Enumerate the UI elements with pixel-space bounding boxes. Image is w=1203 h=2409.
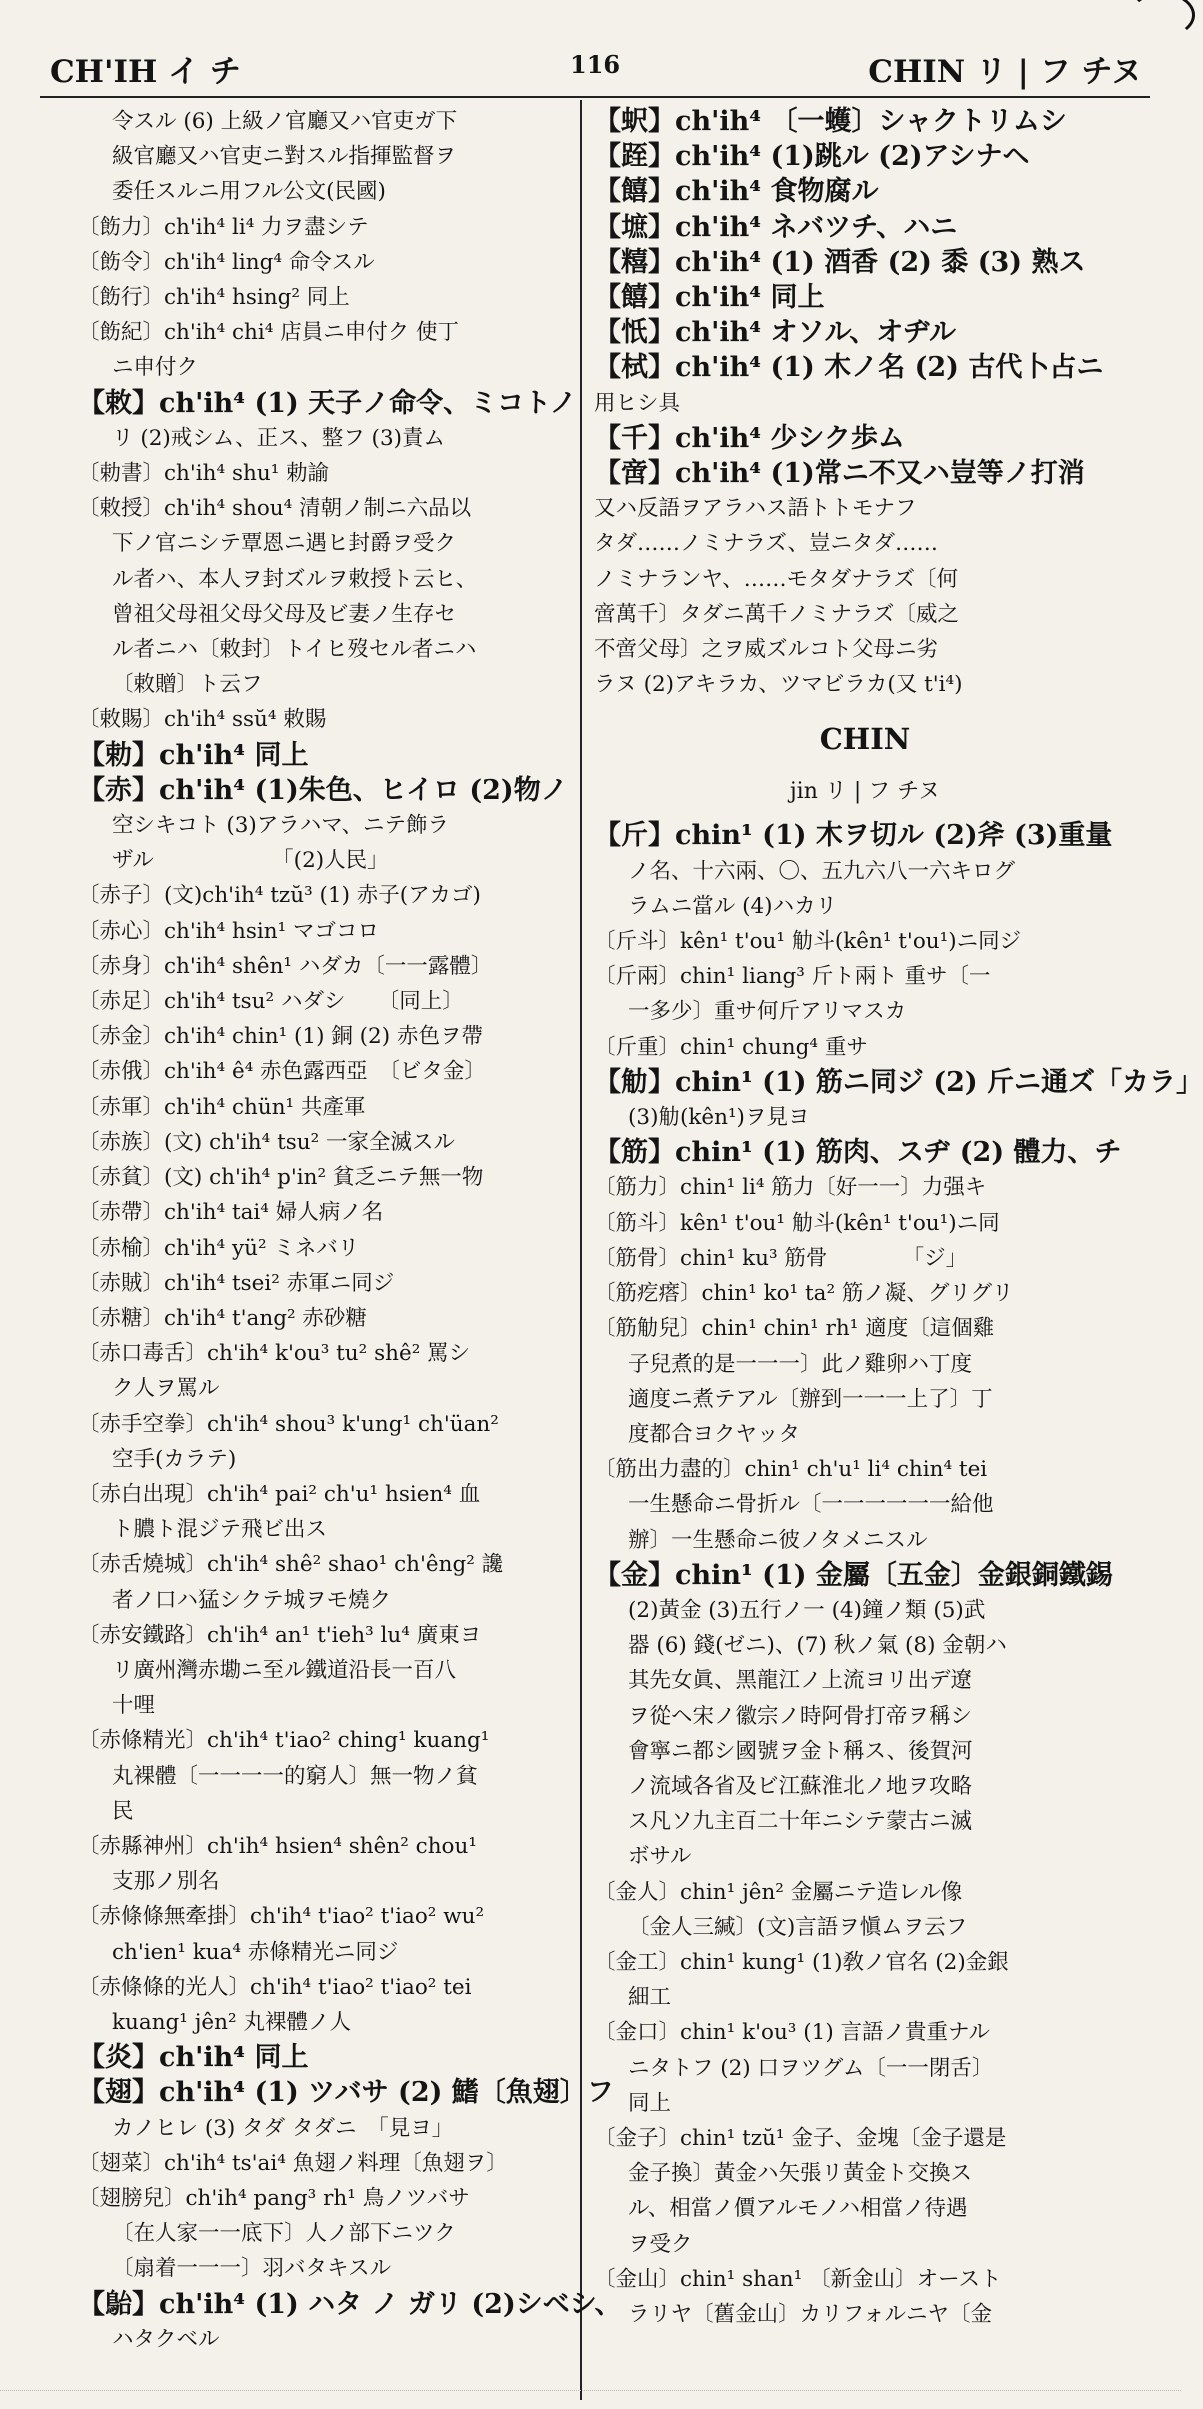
- headword-entry-line: 【墌】ch'ih⁴ ネバツチ、ハニ: [594, 211, 958, 243]
- entry-line: 〔赤條條無牽掛〕ch'ih⁴ t'iao² t'iao² wu²: [78, 1904, 485, 1930]
- entry-line: ル者ハ、本人ヲ封ズルヲ敕授ト云ヒ、: [112, 566, 478, 592]
- headword-entry-line: 【斤】chin¹ (1) 木ヲ切ル (2)斧 (3)重量: [594, 820, 1113, 852]
- entry-line: 〔赤帶〕ch'ih⁴ tai⁴ 婦人病ノ名: [78, 1200, 384, 1226]
- entry-line: 丸裸體〔一一一一的窮人〕無一物ノ貧: [112, 1763, 478, 1789]
- entry-line: 〔赤手空拳〕ch'ih⁴ shou³ k'ung¹ ch'üan²: [78, 1411, 499, 1437]
- entry-line: 一生懸命ニ骨折ル〔一一一一一一給他: [628, 1492, 994, 1518]
- entry-line: ル者ニハ〔敕封〕トイヒ歿セル者ニハ: [112, 637, 477, 663]
- entry-line: ノミナランヤ、……モタダナラズ〔何: [594, 566, 958, 592]
- section-subheading: jin リ | フ チヌ: [789, 779, 941, 805]
- entry-line: 〔在人家一一底下〕人ノ部下ニツク: [112, 2221, 456, 2247]
- entry-line: 〔斤兩〕chin¹ liang³ 斤ト兩ト 重サ〔一: [594, 964, 991, 990]
- headword-entry-line: 【觔】chin¹ (1) 筋ニ同ジ (2) 斤ニ通ズ「カラ」: [594, 1066, 1203, 1098]
- entry-line: 其先女眞、黑龍江ノ上流ヨリ出デ遼: [628, 1668, 973, 1694]
- entry-line: 〔斤斗〕kên¹ t'ou¹ 觔斗(kên¹ t'ou¹)ニ同ジ: [594, 929, 1022, 955]
- entry-line: 〔赤俄〕ch'ih⁴ ê⁴ 赤色露西亞 〔ビタ金〕: [78, 1059, 486, 1085]
- entry-line: 〔赤子〕(文)ch'ih⁴ tzŭ³ (1) 赤子(アカゴ): [78, 883, 481, 909]
- headword-entry-line: 【千】ch'ih⁴ 少シク歩ム: [594, 422, 905, 454]
- entry-line: 〔飭令〕ch'ih⁴ ling⁴ 命令スル: [78, 249, 375, 275]
- headword-entry-line: 【勅】ch'ih⁴ 同上: [78, 739, 309, 771]
- entry-line: 令スル (6) 上級ノ官廳又ハ官吏ガ下: [112, 109, 458, 134]
- headword-entry-line: 【忯】ch'ih⁴ オソル、オヂル: [594, 317, 956, 349]
- entry-line: 〔赤白出現〕ch'ih⁴ pai² ch'u¹ hsien⁴ 血: [78, 1481, 481, 1507]
- entry-line: 十哩: [112, 1693, 156, 1719]
- entry-line: 〔赤縣神州〕ch'ih⁴ hsien⁴ shên² chou¹: [78, 1833, 477, 1859]
- entry-line: 一多少〕重サ何斤アリマスカ: [628, 999, 907, 1025]
- entry-line: 〔筋觔兒〕chin¹ chin¹ rh¹ 適度〔這個雞: [594, 1316, 995, 1342]
- entry-line: 〔斤重〕chin¹ chung⁴ 重サ: [594, 1034, 868, 1060]
- entry-line: 〔金子〕chin¹ tzŭ¹ 金子、金塊〔金子還是: [594, 2125, 1007, 2151]
- entry-line: 〔筋疙瘩〕chin¹ ko¹ ta² 筋ノ凝、グリグリ: [594, 1281, 1014, 1307]
- entry-line: 適度ニ煮テアル〔辦到一一一上了〕丁: [628, 1386, 993, 1412]
- page-header: [40, 46, 1150, 92]
- entry-line: ch'ien¹ kua⁴ 赤條精光ニ同ジ: [112, 1939, 399, 1965]
- entry-line: 〔赤軍〕ch'ih⁴ chün¹ 共產軍: [78, 1094, 366, 1120]
- entry-line: 又ハ反語ヲアラハス語トトモナフ: [594, 496, 917, 522]
- headword-entry-line: 【饎】ch'ih⁴ 同上: [594, 282, 825, 314]
- entry-line: 〔筋出力盡的〕chin¹ ch'u¹ li⁴ chin⁴ tei: [594, 1457, 988, 1483]
- headword-entry-line: 【炎】ch'ih⁴ 同上: [78, 2042, 309, 2074]
- entry-line: 不啻父母〕之ヲ威ズルコト父母ニ劣: [594, 637, 939, 663]
- entry-line: 〔筋斗〕kên¹ t'ou¹ 觔斗(kên¹ t'ou¹)ニ同: [594, 1210, 1000, 1236]
- entry-line: 金子換〕黃金ハ矢張リ黃金ト交換ス: [628, 2161, 973, 2187]
- entry-line: (3)觔(kên¹)ヲ見ヨ: [628, 1105, 810, 1131]
- headword-entry-line: 【翅】ch'ih⁴ (1) ツバサ (2) 鰭〔魚翅〕フ: [78, 2077, 614, 2109]
- headword-entry-line: 【𩿡】ch'ih⁴ (1) ハタ ノ ガリ (2)シベシ、: [78, 2288, 622, 2320]
- entry-line: ル、相當ノ價アルモノハ相當ノ待遇: [628, 2196, 968, 2222]
- entry-line: 民: [112, 1798, 134, 1824]
- entry-line: 〔赤金〕ch'ih⁴ chin¹ (1) 銅 (2) 赤色ヲ帶: [78, 1024, 483, 1050]
- page-number: 116: [570, 50, 621, 79]
- entry-line: 〔敕授〕ch'ih⁴ shou⁴ 清朝ノ制ニ六品以: [78, 496, 472, 522]
- entry-line: リ廣州灣赤墈ニ至ル鐵道沿長一百八: [112, 1657, 457, 1683]
- entry-line: ヲ從ヘ宋ノ徽宗ノ時阿骨打帝ヲ稱シ: [628, 1703, 973, 1729]
- left-column: [78, 104, 622, 2357]
- header-left-guide-word: CH'IH イ チ: [50, 54, 241, 90]
- entry-line: 〔金人三緘〕(文)言語ヲ愼ムヲ云フ: [628, 1914, 968, 1940]
- page-corner-mark: [1129, 0, 1195, 38]
- entry-line: 空手(カラテ): [112, 1446, 237, 1472]
- entry-line: ボサル: [628, 1844, 692, 1870]
- entry-line: 〔金口〕chin¹ k'ou³ (1) 言語ノ貴重ナル: [594, 2020, 990, 2046]
- entry-line: 〔赤糖〕ch'ih⁴ t'ang² 赤砂糖: [78, 1305, 367, 1331]
- entry-line: 度都合ヨクヤッタ: [628, 1421, 801, 1447]
- entry-line: 〔筋骨〕chin¹ ku³ 筋骨 「ジ」: [594, 1245, 968, 1271]
- entry-line: 〔赤榆〕ch'ih⁴ yü² ミネバリ: [78, 1235, 360, 1261]
- headword-entry-line: 【蚇】ch'ih⁴ 〔一蠖〕シャクトリムシ: [594, 106, 1067, 137]
- entry-line: 〔赤條條的光人〕ch'ih⁴ t'iao² t'iao² tei: [78, 1974, 472, 2000]
- entry-line: ヲ受ク: [628, 2231, 693, 2257]
- entry-line: 辦〕一生懸命ニ彼ノタメニスル: [628, 1527, 928, 1553]
- entry-line: 〔赤口毒舌〕ch'ih⁴ k'ou³ tu² shê² 罵シ: [78, 1341, 471, 1367]
- entry-line: (2)黃金 (3)五行ノ一 (4)鐘ノ類 (5)武: [628, 1597, 986, 1623]
- entry-line: ザル 「(2)人民」: [112, 848, 389, 874]
- entry-line: 者ノ口ハ猛シクテ城ヲモ燒ク: [112, 1587, 392, 1613]
- entry-line: 下ノ官ニシテ覃恩ニ遇ヒ封爵ヲ受ク: [112, 531, 457, 557]
- entry-line: 空シキコト (3)アラハマ、ニテ飾ラ: [112, 813, 450, 839]
- entry-line: 器 (6) 錢(ゼニ)、(7) 秋ノ氣 (8) 金朝ハ: [628, 1633, 1007, 1659]
- entry-line: タダ……ノミナラズ、豈ニタダ……: [594, 531, 939, 557]
- entry-line: 〔扇着一一一〕羽バタキスル: [112, 2256, 392, 2282]
- entry-line: ス凡ソ九主百二十年ニシテ蒙古ニ滅: [628, 1809, 973, 1835]
- headword-entry-line: 【敕】ch'ih⁴ (1) 天子ノ命令、ミコトノ: [78, 387, 577, 419]
- entry-line: 〔飭紀〕ch'ih⁴ chi⁴ 店員ニ申付ク 使丁: [78, 320, 460, 346]
- headword-entry-line: 【赤】ch'ih⁴ (1)朱色、ヒイロ (2)物ノ: [78, 774, 568, 806]
- entry-line: 〔赤心〕ch'ih⁴ hsin¹ マゴコロ: [78, 918, 380, 944]
- entry-line: ラリヤ〔舊金山〕カリフォルニヤ〔金: [628, 2301, 992, 2327]
- entry-line: 支那ノ別名: [112, 1869, 220, 1895]
- headword-entry-line: 【金】chin¹ (1) 金屬〔五金〕金銀銅鐵錫: [594, 1559, 1113, 1591]
- entry-line: kuang¹ jên² 丸裸體ノ人: [112, 2009, 351, 2035]
- entry-line: カノヒレ (3) タダ タダニ 「見ヨ」: [112, 2115, 454, 2141]
- entry-line: リ (2)戒シム、正ス、整フ (3)責ム: [112, 425, 446, 451]
- entry-line: 〔赤身〕ch'ih⁴ shên¹ ハダカ〔一一露體〕: [78, 953, 493, 979]
- entry-line: 子兒煮的是一一一〕此ノ雞卵ハ丁度: [628, 1351, 973, 1377]
- entry-line: 會寧ニ都シ國號ヲ金ト稱ス、後賀河: [628, 1738, 973, 1764]
- entry-line: 〔赤舌燒城〕ch'ih⁴ shê² shao¹ ch'êng² 讒: [78, 1552, 504, 1578]
- entry-line: 〔飭行〕ch'ih⁴ hsing² 同上: [78, 285, 350, 311]
- headword-entry-line: 【筋】chin¹ (1) 筋肉、スヂ (2) 體力、チ: [594, 1137, 1122, 1169]
- entry-line: ノ名、十六兩、〇、五九六八一六キログ: [628, 858, 1016, 884]
- entry-line: ク人ヲ罵ル: [112, 1376, 220, 1402]
- entry-line: ニ申付ク: [112, 355, 199, 381]
- entry-line: 〔金工〕chin¹ kung¹ (1)敎ノ官名 (2)金銀: [594, 1949, 1009, 1975]
- entry-line: 〔赤安鐵路〕ch'ih⁴ an¹ t'ieh³ lu⁴ 廣東ヨ: [78, 1622, 482, 1648]
- entry-line: 細工: [628, 1985, 672, 2011]
- entry-line: 〔敕賜〕ch'ih⁴ ssŭ⁴ 敕賜: [78, 707, 327, 733]
- entry-line: 〔赤族〕(文) ch'ih⁴ tsu² 一家全滅スル: [78, 1129, 456, 1155]
- section-heading: CHIN: [819, 722, 911, 757]
- entry-line: 〔赤貧〕(文) ch'ih⁴ p'in² 貧乏ニテ無一物: [78, 1165, 484, 1191]
- entry-line: 用ヒシ具: [594, 390, 681, 416]
- headword-entry-line: 【跮】ch'ih⁴ (1)跳ル (2)アシナヘ: [594, 141, 1030, 173]
- header-rule: [40, 96, 1150, 98]
- entry-line: 〔翅膀兒〕ch'ih⁴ pang³ rh¹ 鳥ノツバサ: [78, 2185, 470, 2211]
- entry-line: ラムニ當ル (4)ハカリ: [628, 893, 838, 919]
- entry-line: 〔赤條精光〕ch'ih⁴ t'iao² ching¹ kuang¹: [78, 1728, 490, 1754]
- entry-line: 曾祖父母祖父母父母及ビ妻ノ生存セ: [112, 601, 457, 627]
- headword-entry-line: 【饎】ch'ih⁴ 食物腐ル: [594, 176, 879, 208]
- headword-entry-line: 【栻】ch'ih⁴ (1) 木ノ名 (2) 古代卜占ニ: [594, 352, 1104, 384]
- entry-line: ハタクベル: [112, 2326, 220, 2352]
- entry-line: 〔筋力〕chin¹ li⁴ 筋力〔好一一〕力强キ: [594, 1175, 987, 1201]
- entry-line: ト膿ト混ジテ飛ビ出ス: [112, 1517, 328, 1543]
- entry-line: 〔翅菜〕ch'ih⁴ ts'ai⁴ 魚翅ノ料理〔魚翅ヲ〕: [78, 2150, 508, 2176]
- headword-entry-line: 【糦】ch'ih⁴ (1) 酒香 (2) 黍 (3) 熟ス: [594, 246, 1086, 278]
- entry-line: 級官廳又ハ官吏ニ對スル指揮監督ヲ: [112, 144, 457, 170]
- entry-line: ラヌ (2)アキラカ、ツマビラカ(又 t'i⁴): [594, 672, 963, 698]
- right-column: [594, 104, 1203, 2332]
- entry-line: 〔飭力〕ch'ih⁴ li⁴ 力ヲ盡シテ: [78, 214, 369, 240]
- entry-line: 〔金山〕chin¹ shan¹ 〔新金山〕オースト: [594, 2266, 1002, 2292]
- entry-line: 〔勅書〕ch'ih⁴ shu¹ 勅諭: [78, 461, 330, 487]
- entry-line: 〔金人〕chin¹ jên² 金屬ニテ造レル像: [594, 1879, 963, 1905]
- entry-line: 〔敕贈〕ト云フ: [112, 672, 263, 698]
- page-bottom-edge: [0, 2390, 1181, 2391]
- entry-line: ノ流域各省及ビ江蘇淮北ノ地ヲ攻略: [628, 1773, 973, 1799]
- header-right-guide-word: CHIN リ | フ チヌ: [868, 54, 1142, 90]
- entry-line: 啻萬千〕タダニ萬千ノミナラズ〔威之: [594, 601, 959, 627]
- entry-line: 委任スルニ用フル公文(民國): [112, 179, 386, 205]
- entry-line: 同上: [628, 2090, 672, 2116]
- entry-line: ニタトフ (2) 口ヲツグム〔一一閉舌〕: [628, 2055, 994, 2081]
- entry-line: 〔赤足〕ch'ih⁴ tsu² ハダシ 〔同上〕: [78, 989, 464, 1015]
- entry-line: 〔赤賊〕ch'ih⁴ tsei² 赤軍ニ同ジ: [78, 1270, 395, 1296]
- headword-entry-line: 【啻】ch'ih⁴ (1)常ニ不又ハ豈等ノ打消: [594, 458, 1085, 490]
- column-divider: [580, 100, 582, 2400]
